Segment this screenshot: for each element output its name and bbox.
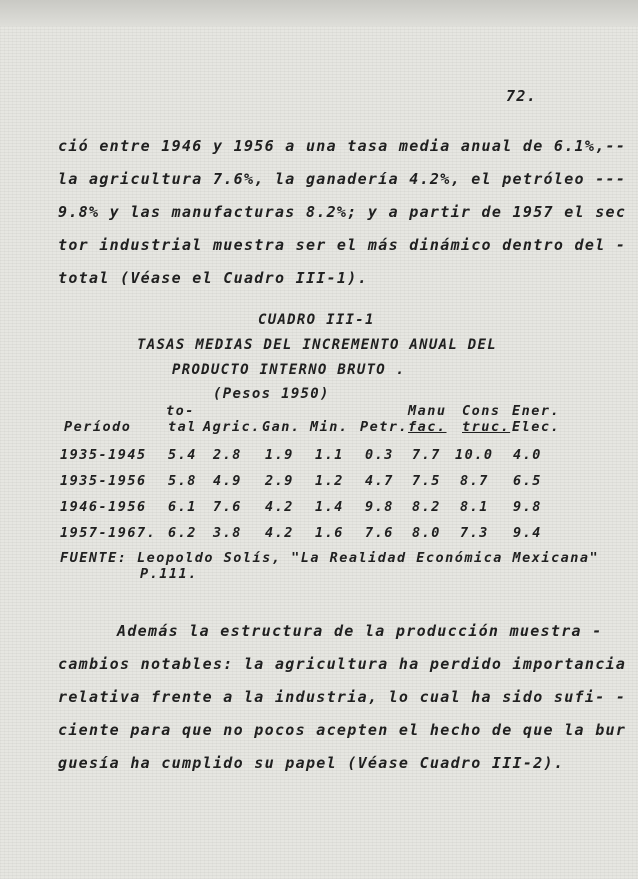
table-source-line-1: FUENTE: Leopoldo Solís, "La Realidad Económica Mexicana" bbox=[60, 550, 600, 566]
table-cell: 6.5 bbox=[513, 473, 542, 489]
header-cell: truc. bbox=[462, 419, 511, 435]
paragraph-line: ció entre 1946 y 1956 a una tasa media anual de 6.1%,-- bbox=[58, 137, 627, 155]
header-cell: tal bbox=[168, 419, 197, 435]
table-cell: 7.6 bbox=[213, 499, 242, 515]
table-cell: 1.1 bbox=[315, 447, 344, 463]
header-cell: Manu bbox=[408, 403, 447, 419]
table-cell: 4.7 bbox=[365, 473, 394, 489]
table-cell: 9.4 bbox=[513, 525, 542, 541]
paragraph-line: la agricultura 7.6%, la ganadería 4.2%, el petróleo --- bbox=[58, 170, 627, 188]
header-cell: Min. bbox=[310, 419, 349, 435]
table-cell: 6.1 bbox=[168, 499, 197, 515]
table-cell: 1935-1945 bbox=[60, 447, 147, 463]
paragraph-line: cambios notables: la agricultura ha perdido importancia bbox=[58, 655, 627, 673]
table-cell: 2.8 bbox=[213, 447, 242, 463]
table-title-line-2: PRODUCTO INTERNO BRUTO . bbox=[172, 362, 406, 378]
table-cell: 1935-1956 bbox=[60, 473, 147, 489]
paragraph-line: 9.8% y las manufacturas 8.2%; y a partir de 1957 el sec bbox=[58, 203, 627, 221]
header-cell: Ener. bbox=[512, 403, 561, 419]
paragraph-line: total (Véase el Cuadro III-1). bbox=[58, 269, 368, 287]
table-cell: 0.3 bbox=[365, 447, 394, 463]
table-cell: 7.3 bbox=[460, 525, 489, 541]
table-number: CUADRO III-1 bbox=[258, 312, 375, 328]
table-cell: 5.8 bbox=[168, 473, 197, 489]
paragraph-line: ciente para que no pocos acepten el hecho de que la bur bbox=[58, 721, 627, 739]
table-cell: 9.8 bbox=[513, 499, 542, 515]
header-cell: Petr. bbox=[360, 419, 409, 435]
table-cell: 7.5 bbox=[412, 473, 441, 489]
table-cell: 8.2 bbox=[412, 499, 441, 515]
table-cell: 8.1 bbox=[460, 499, 489, 515]
table-cell: 8.7 bbox=[460, 473, 489, 489]
table-cell: 1.6 bbox=[315, 525, 344, 541]
header-cell: Período bbox=[64, 419, 132, 435]
table-cell: 2.9 bbox=[265, 473, 294, 489]
table-cell: 1.9 bbox=[265, 447, 294, 463]
table-cell: 4.2 bbox=[265, 525, 294, 541]
table-cell: 3.8 bbox=[213, 525, 242, 541]
table-cell: 1957-1967. bbox=[60, 525, 157, 541]
table-cell: 1946-1956 bbox=[60, 499, 147, 515]
paragraph-line: Además la estructura de la producción muestra - bbox=[117, 622, 603, 640]
table-cell: 10.0 bbox=[455, 447, 494, 463]
header-cell: Elec. bbox=[512, 419, 561, 435]
header-cell: to- bbox=[166, 403, 195, 419]
paragraph-line: guesía ha cumplido su papel (Véase Cuadro III-2). bbox=[58, 754, 565, 772]
table-cell: 4.9 bbox=[213, 473, 242, 489]
table-cell: 1.4 bbox=[315, 499, 344, 515]
table-cell: 8.0 bbox=[412, 525, 441, 541]
table-units: (Pesos 1950) bbox=[213, 386, 330, 402]
table-cell: 5.4 bbox=[168, 447, 197, 463]
table-cell: 4.2 bbox=[265, 499, 294, 515]
table-cell: 4.0 bbox=[513, 447, 542, 463]
table-cell: 6.2 bbox=[168, 525, 197, 541]
table-cell: 7.7 bbox=[412, 447, 441, 463]
header-cell: Cons bbox=[462, 403, 501, 419]
table-title-line-1: TASAS MEDIAS DEL INCREMENTO ANUAL DEL bbox=[137, 337, 497, 353]
header-cell: Gan. bbox=[262, 419, 301, 435]
table-cell: 9.8 bbox=[365, 499, 394, 515]
scan-top-edge bbox=[0, 0, 638, 26]
header-cell: Agric. bbox=[203, 419, 261, 435]
header-cell: fac. bbox=[408, 419, 447, 435]
page-number: 72. bbox=[506, 87, 537, 105]
table-cell: 1.2 bbox=[315, 473, 344, 489]
paragraph-line: relativa frente a la industria, lo cual ha sido sufi- - bbox=[58, 688, 627, 706]
table-cell: 7.6 bbox=[365, 525, 394, 541]
table-source-line-2: P.111. bbox=[140, 566, 198, 582]
paragraph-line: tor industrial muestra ser el más dinámico dentro del - bbox=[58, 236, 627, 254]
